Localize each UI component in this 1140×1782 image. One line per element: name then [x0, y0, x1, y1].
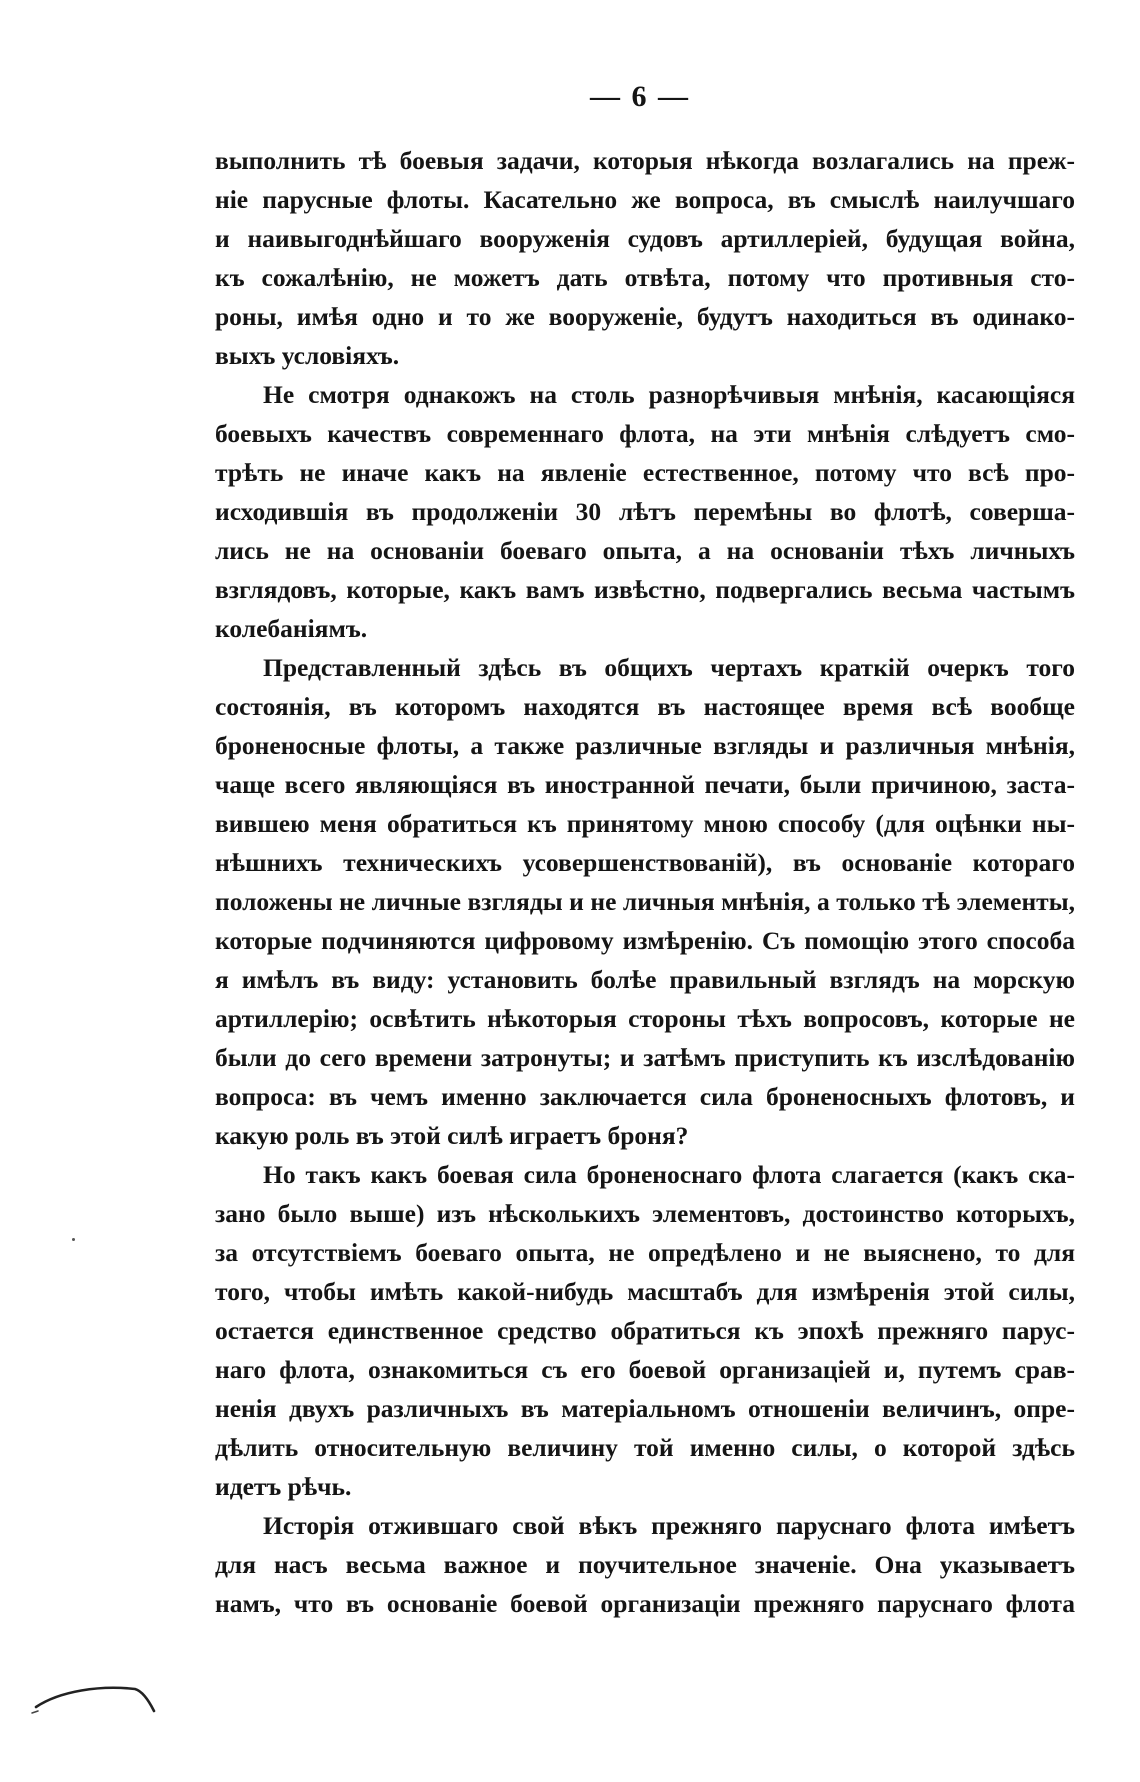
page-number: — 6 — — [590, 80, 690, 113]
text-line: вопроса: въ чемъ именно заключается сила броненосныхъ флотовъ, и — [215, 1082, 1075, 1111]
text-line: взглядовъ, которые, какъ вамъ извѣстно, подвергались весьма частымъ — [215, 575, 1075, 604]
paragraph-3 — [215, 648, 1075, 1155]
text-line: идетъ рѣчь. — [215, 1472, 352, 1501]
text-line: Представленный здѣсь въ общихъ чертахъ краткій очеркъ того — [263, 653, 1075, 682]
text-line: къ сожалѣнію, не можетъ дать отвѣта, потому что противныя сто- — [215, 263, 1075, 292]
text-line: для насъ весьма важное и поучительное значеніе. Она указываетъ — [215, 1550, 1075, 1579]
text-line: ненія двухъ различныхъ въ матеріальномъ отношеніи величинъ, опре- — [215, 1394, 1075, 1423]
text-line: Исторія отжившаго свой вѣкъ прежняго паруснаго флота имѣетъ — [263, 1511, 1075, 1540]
pencil-margin-mark — [30, 1655, 160, 1715]
text-line: которые подчиняются цифровому измѣренію. Съ помощію этого способа — [215, 926, 1075, 955]
paragraph-5 — [215, 1506, 1075, 1623]
text-line: ніе парусные флоты. Касательно же вопроса, въ смыслѣ наилучшаго — [215, 185, 1075, 214]
text-line: лись не на основаніи боеваго опыта, а на основаніи тѣхъ личныхъ — [215, 536, 1075, 565]
text-line: дѣлить относительную величину той именно силы, о которой здѣсь — [215, 1433, 1075, 1462]
text-line: за отсутствіемъ боеваго опыта, не опредѣлено и не выяснено, то для — [215, 1238, 1075, 1267]
paragraph-4 — [215, 1155, 1075, 1506]
paragraph-2 — [215, 375, 1075, 648]
text-line: наго флота, ознакомиться съ его боевой организаціей и, путемъ срав- — [215, 1355, 1075, 1384]
body-text — [215, 141, 1075, 1623]
text-line: того, чтобы имѣть какой-нибудь масштабъ для измѣренія этой силы, — [215, 1277, 1075, 1306]
text-line: колебаніямъ. — [215, 614, 368, 643]
text-line: броненосные флоты, а также различные взгляды и различныя мнѣнія, — [215, 731, 1075, 760]
text-line: выполнить тѣ боевыя задачи, которыя нѣкогда возлагались на преж- — [215, 146, 1075, 175]
text-line: артиллерію; освѣтить нѣкоторыя стороны тѣхъ вопросовъ, которые не — [215, 1004, 1075, 1033]
text-line: боевыхъ качествъ современнаго флота, на эти мнѣнія слѣдуетъ смо- — [215, 419, 1075, 448]
text-line: и наивыгоднѣйшаго вооруженія судовъ артиллеріей, будущая война, — [215, 224, 1075, 253]
text-line: Но такъ какъ боевая сила броненоснаго флота слагается (какъ ска- — [263, 1160, 1075, 1189]
text-line: намъ, что въ основаніе боевой организаціи прежняго паруснаго флота — [215, 1589, 1075, 1618]
text-line: состоянія, въ которомъ находятся въ настоящее время всѣ вообще — [215, 692, 1075, 721]
text-line: выхъ условіяхъ. — [215, 341, 400, 370]
text-line: нѣшнихъ техническихъ усовершенствованій), въ основаніе котораго — [215, 848, 1075, 877]
text-line: я имѣлъ въ виду: установить болѣе правильный взглядъ на морскую — [215, 965, 1075, 994]
text-line: остается единственное средство обратиться къ эпохѣ прежняго парус- — [215, 1316, 1075, 1345]
text-line: какую роль въ этой силѣ играетъ броня? — [215, 1121, 689, 1150]
text-line: роны, имѣя одно и то же вооруженіе, будутъ находиться въ одинако- — [215, 302, 1075, 331]
text-line: Не смотря однакожъ на столь разнорѣчивыя мнѣнія, касающіяся — [263, 380, 1075, 409]
text-line: чаще всего являющіяся въ иностранной печати, были причиною, заста- — [215, 770, 1075, 799]
paragraph-1 — [215, 141, 1075, 375]
text-line: были до сего времени затронуты; и затѣмъ приступить къ изслѣдованію — [215, 1043, 1075, 1072]
scan-speck — [72, 1238, 75, 1241]
text-line: исходившія въ продолженіи 30 лѣтъ перемѣны во флотѣ, соверша- — [215, 497, 1075, 526]
text-line: трѣть не иначе какъ на явленіе естественное, потому что всѣ про- — [215, 458, 1075, 487]
text-line: зано было выше) изъ нѣсколькихъ элементовъ, достоинство которыхъ, — [215, 1199, 1075, 1228]
text-line: положены не личные взгляды и не личныя мнѣнія, а только тѣ элементы, — [215, 887, 1075, 916]
text-line: вившею меня обратиться къ принятому мною способу (для оцѣнки ны- — [215, 809, 1075, 838]
